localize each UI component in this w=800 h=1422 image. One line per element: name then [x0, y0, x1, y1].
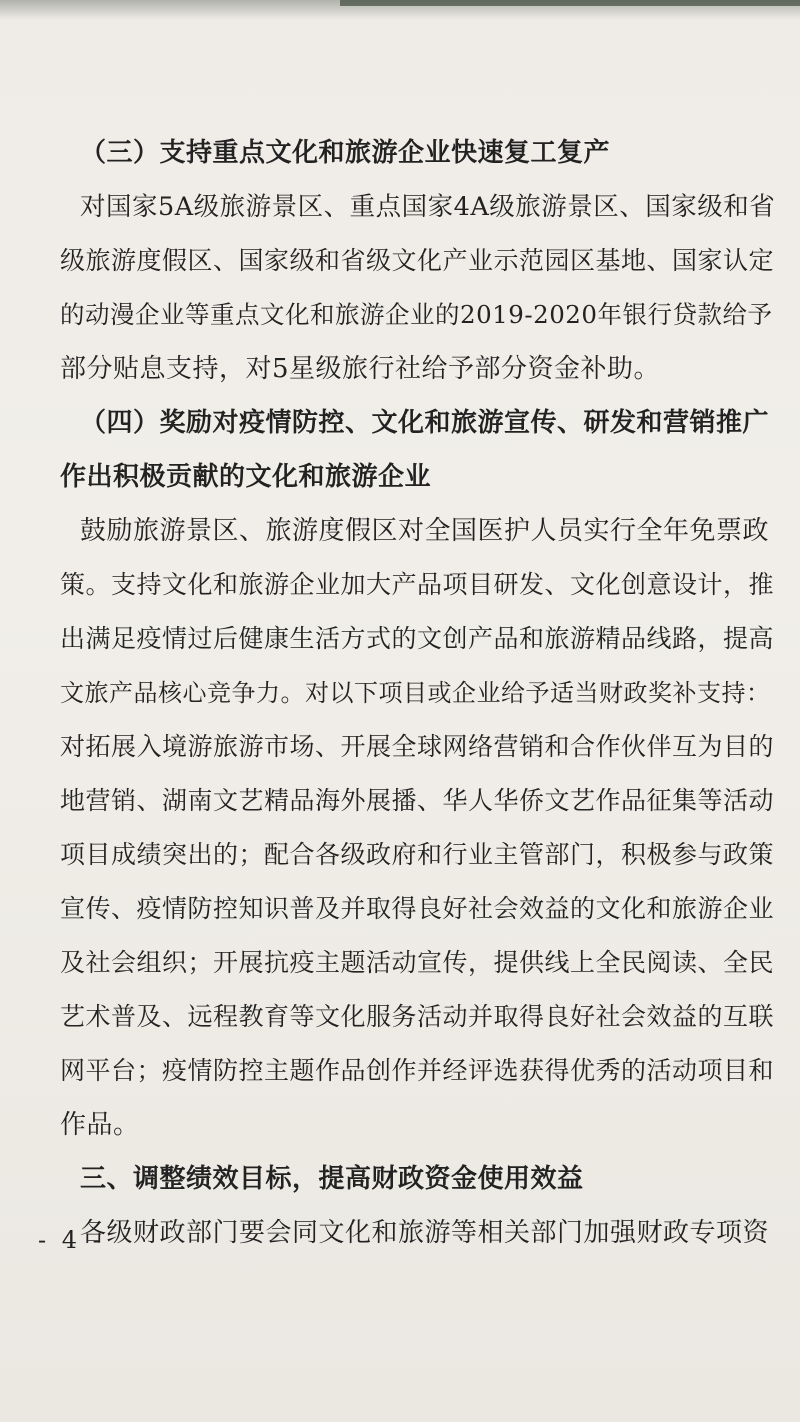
body-text-line: 网平台；疫情防控主题作品创作并经评选获得优秀的活动项目和	[60, 1056, 775, 1085]
body-text-line: 文旅产品核心竞争力。对以下项目或企业给予适当财政奖补支持：	[60, 679, 771, 707]
body-text-line: 对拓展入境游旅游市场、开展全球网络营销和合作伙伴互为目的	[60, 732, 775, 761]
body-text-line: 出满足疫情过后健康生活方式的文创产品和旅游精品线路，提高	[60, 624, 775, 653]
body-text-line: 鼓励旅游景区、旅游度假区对全国医护人员实行全年免票政	[80, 516, 770, 546]
body-text-line: 策。支持文化和旅游企业加大产品项目研发、文化创意设计，推	[60, 570, 775, 599]
body-text-line: 及社会组织；开展抗疫主题活动宣传，提供线上全民阅读、全民	[60, 948, 775, 977]
body-text-line: 各级财政部门要会同文化和旅游等相关部门加强财政专项资	[80, 1218, 770, 1248]
body-text-line: 艺术普及、远程教育等文化服务活动并取得良好社会效益的互联	[60, 1002, 775, 1031]
section-heading-line: 作出积极贡献的文化和旅游企业	[60, 462, 432, 492]
section-heading-line: （三）支持重点文化和旅游企业快速复工复产	[80, 138, 611, 168]
body-text-line: 对国家5A级旅游景区、重点国家4A级旅游景区、国家级和省	[80, 192, 776, 222]
body-text-line: 的动漫企业等重点文化和旅游企业的2019-2020年银行贷款给予	[60, 300, 773, 329]
body-text-line: 地营销、湖南文艺精品海外展播、华人华侨文艺作品征集等活动	[60, 786, 775, 815]
body-text-line: 项目成绩突出的；配合各级政府和行业主管部门，积极参与政策	[60, 840, 775, 869]
top-edge-strip	[340, 0, 800, 6]
document-body	[60, 138, 780, 1272]
body-text-line: 作品。	[60, 1110, 140, 1140]
body-text-line: 宣传、疫情防控知识普及并取得良好社会效益的文化和旅游企业	[60, 894, 775, 923]
page-number: - 4 -	[38, 1226, 105, 1254]
section-heading-line: （四）奖励对疫情防控、文化和旅游宣传、研发和营销推广	[80, 408, 770, 438]
section-heading-line: 三、调整绩效目标，提高财政资金使用效益	[80, 1164, 584, 1194]
body-text-line: 部分贴息支持，对5星级旅行社给予部分资金补助。	[60, 354, 661, 384]
body-text-line: 级旅游度假区、国家级和省级文化产业示范园区基地、国家认定	[60, 246, 775, 275]
